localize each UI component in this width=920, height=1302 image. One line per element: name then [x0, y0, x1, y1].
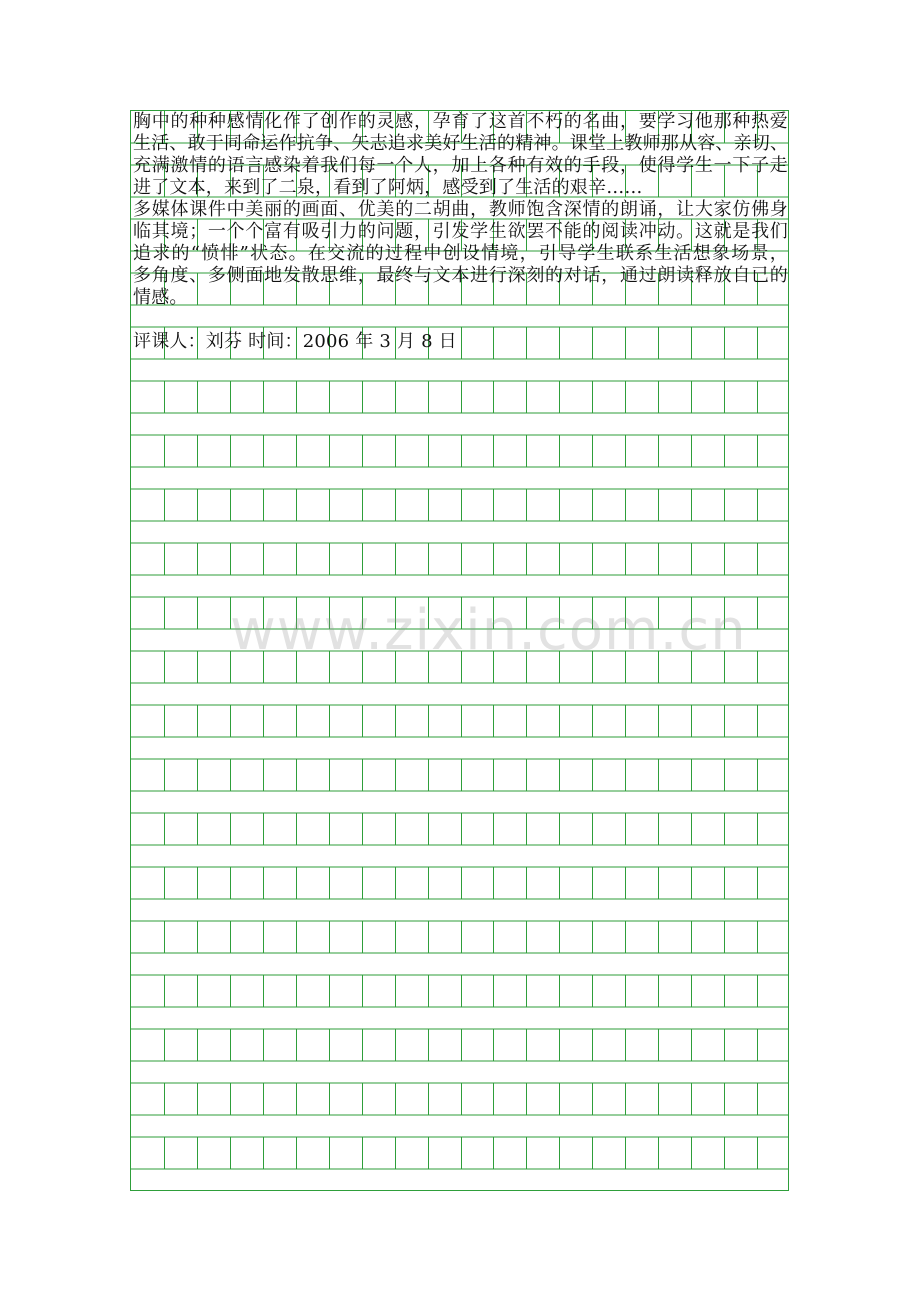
text-line: 多媒体课件中美丽的画面、优美的二胡曲，教师饱含深情的朗诵，让大家仿佛身 — [133, 199, 788, 220]
site-watermark: www.zixin.com.cn — [230, 598, 747, 663]
text-line: 临其境；一个个富有吸引力的问题，引发学生欲罢不能的阅读冲动。这就是我们 — [133, 221, 788, 242]
text-line: 充满激情的语言感染着我们每一个人，加上各种有效的手段，使得学生一下子走 — [133, 155, 788, 176]
blank-line — [133, 309, 789, 331]
composition-grid-paper — [130, 110, 789, 1191]
text-line: 胸中的种种感情化作了创作的灵感，孕育了这首不朽的名曲，要学习他那种热爱 — [133, 111, 788, 132]
text-line: 多角度、多侧面地发散思维，最终与文本进行深刻的对话，通过朗读释放自已的 — [133, 265, 788, 286]
text-line: 情感。 — [133, 287, 188, 308]
paragraph-1 — [133, 111, 789, 199]
text-line: 追求的“愤悱”状态。在交流的过程中创设情境，引导学生联系生活想象场景， — [133, 243, 788, 264]
reviewer-signature: 评课人：刘芬 时间：2006 年 3 月 8 日 — [133, 331, 457, 352]
text-line: 生活、敢于同命运作抗争、矢志追求美好生活的精神。课堂上教师那从容、亲切、 — [133, 133, 789, 154]
document-body — [133, 111, 789, 353]
text-line: 进了文本，来到了二泉，看到了阿炳，感受到了生活的艰辛…… — [133, 177, 643, 198]
paragraph-2 — [133, 199, 789, 309]
